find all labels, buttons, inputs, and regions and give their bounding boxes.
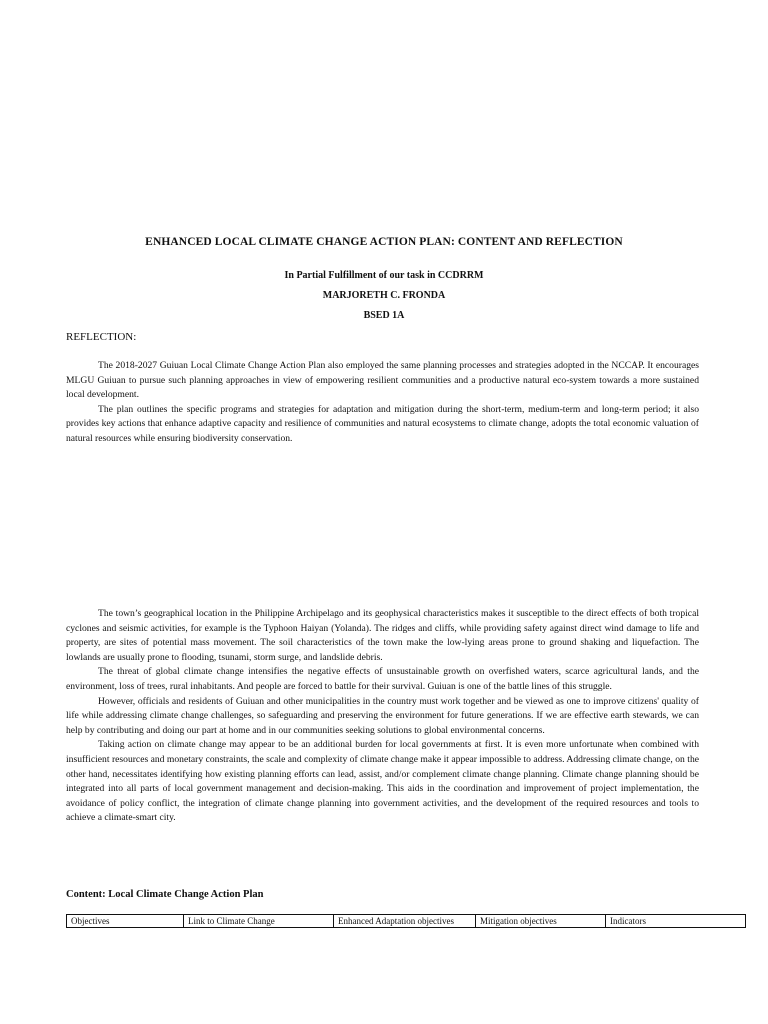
reflection-body-top bbox=[66, 359, 699, 447]
action-plan-table bbox=[66, 914, 746, 928]
paragraph: The 2018-2027 Guiuan Local Climate Change Action Plan also employed the same planning processes and strategies adopted in the NCCAP. It encourages MLGU Guiuan to pursue such planning approaches in view of empowering resilient communities and a productive natural eco-system towards a more sustained local development. bbox=[66, 360, 699, 401]
table-header-row bbox=[67, 915, 746, 928]
column-header-indicators: Indicators bbox=[606, 915, 746, 928]
reflection-body-bottom bbox=[66, 607, 699, 826]
paragraph: The plan outlines the specific programs and strategies for adaptation and mitigation during the short-term, medium-term and long-term period; it also provides key actions that enhance adaptive capacity and resilience of communities and natural ecosystems to climate change, adopts the total economic valuation of natural resources while ensuring biodiversity conservation. bbox=[66, 403, 699, 444]
column-header-objectives: Objectives bbox=[67, 915, 184, 928]
reflection-heading: REFLECTION: bbox=[66, 331, 137, 343]
fulfillment-line: In Partial Fulfillment of our task in CCDRRM bbox=[284, 270, 484, 281]
author-name: MARJORETH C. FRONDA bbox=[322, 290, 446, 301]
paragraph: The threat of global climate change intensifies the negative effects of unsustainable growth on overfished waters, scarce agricultural lands, and the environment, loss of trees, rural inhabitants. And people are forced to battle for their survival. Guiuan is one of the battle lines of this struggle. bbox=[66, 666, 699, 692]
paragraph: However, officials and residents of Guiuan and other municipalities in the country must work together and be viewed as one to improve citizens' quality of life while addressing climate change challenges, so safeguarding and preserving the environment for future generations. If we are effective earth stewards, we can help by contributing and doing our part at home and in our communities seeking solutions to global environmental concerns. bbox=[66, 695, 699, 736]
content-heading: Content: Local Climate Change Action Plan bbox=[66, 889, 264, 900]
column-header-mitigation-objectives: Mitigation objectives bbox=[476, 915, 606, 928]
paragraph: Taking action on climate change may appear to be an additional burden for local governments at first. It is even more unfortunate when combined with insufficient resources and monetary constraints, the scale and complexity of climate change make it appear impossible to address. Addressing climate change, on the other hand, necessitates identifying how existing planning efforts can lead, assist, and/or complement climate change planning. Climate change planning should be integrated into all parts of local government management and decision-making. This aids in the coordination and improvement of project implementation, the avoidance of policy conflict, the integration of climate change planning into government activities, and the development of the required resources and tools to achieve a climate-smart city. bbox=[66, 739, 699, 824]
column-header-link-to-climate-change: Link to Climate Change bbox=[184, 915, 334, 928]
column-header-adaptation-objectives: Enhanced Adaptation objectives bbox=[334, 915, 476, 928]
section-label: BSED 1A bbox=[363, 310, 405, 321]
document-title: ENHANCED LOCAL CLIMATE CHANGE ACTION PLAN: CONTENT AND REFLECTION bbox=[145, 236, 623, 248]
paragraph: The town’s geographical location in the Philippine Archipelago and its geophysical characteristics makes it susceptible to the direct effects of both tropical cyclones and seismic activities, for example is the Typhoon Haiyan (Yolanda). The ridges and cliffs, while providing safety against direct wind damage to life and property, are sites of potential mass movement. The soil characteristics of the town make the low-lying areas prone to ground shaking and liquefaction. The lowlands are usually prone to flooding, tsunami, storm surge, and landslide debris. bbox=[66, 608, 699, 663]
